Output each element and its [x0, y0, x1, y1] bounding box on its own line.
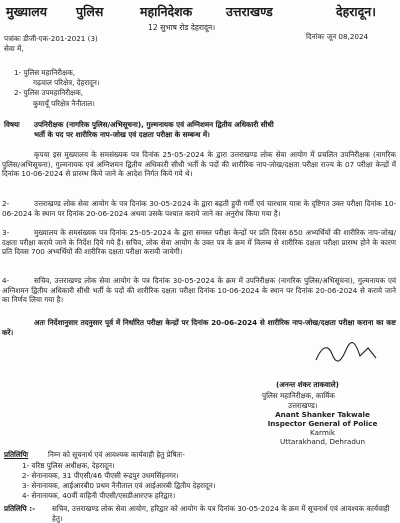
subject-line-1: उपनिरीक्षक (नागरिक पुलिस/अभिसूचना), गुल्मनायक एवं अग्निशमन द्वितीय अधिकारी सीधी — [34, 120, 274, 129]
header-city: देहरादून। — [336, 4, 376, 19]
copy-item-1: 1- वरिष्ठ पुलिस अधीक्षक, देहरादून। — [22, 461, 115, 470]
closing-paragraph: अतः निर्देशानुसार तदनुसार पूर्व में निर्धारित परीक्षा केन्द्रों पर दिनांक 20-06-2024 से शारीरिक नाप-जोख/दक्षता परीक्षा कराना का कष्ट करें। — [2, 318, 396, 337]
point-2-text: उत्तराखण्ड लोक सेवा आयोग के पत्र दिनांक 30-05-2024 के द्वारा बढ़ती हुयी गर्मी एवं चारधाम यात्रा के दृष्टिगत उक्त परीक्षा दिनांक 10-06-2024 के स्थान पर दिनांक 20-06-2024 अथवा उसके पश्चात कराये जाने का अनुरोध किया गया है। — [2, 199, 396, 218]
header-address: 12 सुभाष रोड देहरादून। — [148, 23, 216, 32]
stamp-location: Uttarakhand, Dehradun — [279, 437, 365, 446]
header-hq: मुख्यालय — [6, 4, 48, 19]
intro-paragraph: कृपया इस मुख्यालय के समसंख्यक पत्र दिनांक 25-05-2024 के द्वारा उत्तराखण्ड लोक सेवा आयोग में प्रचलित उपनिरीक्षक (नागरिक पुलिस/अभिसूचना), गुल्मनायक एवं अग्निशमन द्वितीय अधिकारी सीधी भर्ती के पदों की शारीरिक नाप-जोख/दक्षता परीक्षा राज्य के 07 परीक्षा केन्द्रों में दिनांक 10-06-2024 से प्रारम्भ किये जाने के आदेश निर्गत किये गये थे। — [2, 150, 396, 179]
copy2-text: सचिव, उत्तराखण्ड लोक सेवा आयोग, हरिद्वार को आयोग के पत्र दिनांक 30-05-2024 के क्रम में सूचनार्थ एवं आवश्यक कार्यवाही हेतु। — [52, 504, 390, 523]
letter-date: दिनांकः जून 08,2024 — [306, 32, 369, 41]
official-stamp — [255, 410, 390, 446]
copy-label: प्रतिलिपिः — [4, 450, 29, 459]
copy-item-4: 4- सेनानायक, 40वीं वाहिनी पीएसी/एसडीआरएफ हरिद्वार। — [22, 491, 176, 500]
subject-line-2: भर्ती के पद पर शारीरिक नाप-जोख एवं दक्षता परीक्षा के सम्बन्ध में। — [34, 130, 210, 139]
recipient-2: 2- पुलिस उपमहानिरीक्षक, — [14, 88, 84, 97]
recipient-1: 1- पुलिस महानिरीक्षक, — [14, 68, 75, 77]
header-police: पुलिस — [76, 4, 104, 19]
recipient-1-office: गढ़वाल परिक्षेत्र, देहरादून। — [33, 78, 100, 87]
subject-label: विषयः — [4, 120, 20, 129]
stamp-department: Karmik — [310, 428, 335, 437]
recipient-2-office: कुमायूँ परिक्षेत्र नैनीताल। — [33, 99, 95, 108]
to-label: सेवा में, — [4, 44, 24, 53]
signatory-state-hi: उत्तराखण्ड। — [288, 401, 318, 410]
copy-intro: निम्न को सूचनार्थ एवं आवश्यक कार्यवाही हेतु प्रेषितः- — [48, 450, 185, 459]
point-2-number: 2- — [2, 199, 10, 208]
signatory-designation-hi: पुलिस महानिरीक्षक, कार्मिक — [262, 391, 335, 400]
copy-item-2: 2- सेनानायक, 31 पीएसी/46 पीएसी रूद्रपुर उधमसिंहनगर। — [22, 471, 179, 480]
point-4-number: 4- — [2, 276, 10, 285]
copy2-label: प्रतिलिपि :- — [4, 504, 36, 513]
stamp-name: Anant Shanker Takwale — [275, 410, 370, 419]
point-3-number: 3- — [2, 228, 10, 237]
point-4-text: सचिव, उत्तराखण्ड लोक सेवा आयोग के पत्र दिनांक 30-05-2024 के क्रम में उपनिरीक्षक (नागरिक पुलिस/अभिसूचना), गुल्मनायक एवं अग्निशमन द्वितीय अधिकारी सीधी भर्ती के पदों की शारीरिक दक्षता परीक्षा दिनांक 10-06-2024 के स्थान पर दिनांक 20-06-2024 से कराये जाने का निर्णय लिया गया है। — [2, 276, 396, 305]
point-3-text: मुख्यालय के समसंख्यक पत्र दिनांक 25-05-2024 के द्वारा समस्त परीक्षा केन्द्रों पर प्रति दिवस 650 अभ्यर्थियों की शारीरिक नाप-जोख/दक्षता परीक्षा कराये जाने के निर्देश दिये गये हैं। सचिव, लोक सेवा आयोग के उक्त पत्र के क्रम में विलम्ब से शारीरिक दक्षता परीक्षा प्रारम्भ होने के कारण प्रति दिवस 700 अभ्यर्थियों की शारीरिक दक्षता परीक्षा करायी जायेगी। — [2, 228, 396, 257]
signatory-name: (अनन्त शंकर ताकवाले) — [276, 380, 339, 389]
header-state: उत्तराखण्ड — [226, 4, 273, 19]
reference-number: पत्रांकः डीजी-एक-201-2021 (3) — [4, 34, 98, 43]
stamp-designation: Inspector General of Police — [267, 419, 378, 428]
copy-item-3: 3- सेनानायक, आईआरबी0 प्रथम नैनीताल एवं आईआरबी द्वितीय देहरादून। — [22, 481, 216, 490]
handwritten-signature — [312, 340, 382, 368]
header-dg: महानिदेशक — [140, 4, 193, 19]
